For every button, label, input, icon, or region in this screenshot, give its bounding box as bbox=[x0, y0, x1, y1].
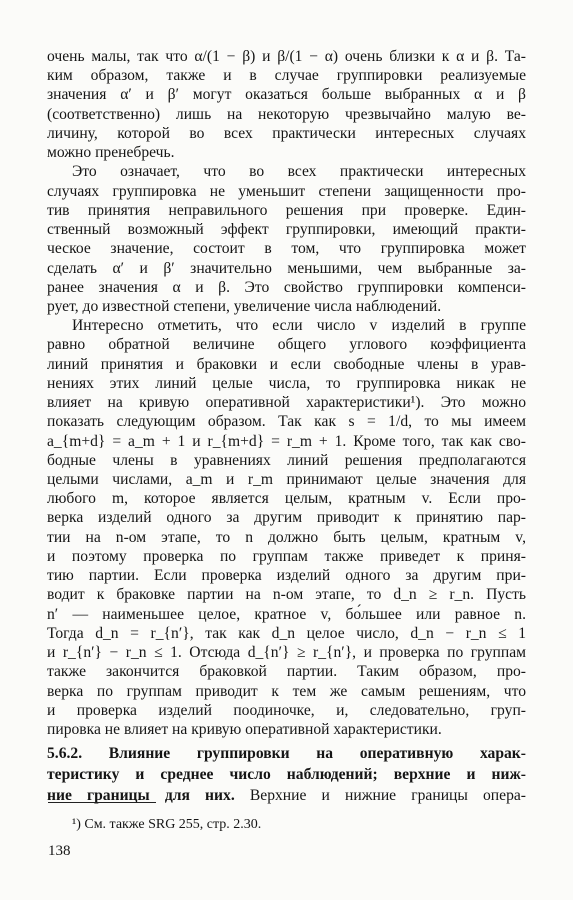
text-line: влияет на кривую оперативной характеристики¹). Это можно bbox=[47, 394, 526, 411]
section-body-text: Верхние и нижние границы опера- bbox=[249, 787, 526, 804]
text-line: любого m, которое является целым, кратным v. Если про- bbox=[47, 490, 526, 507]
footnote: ¹) См. также SRG 255, стр. 2.30. bbox=[72, 817, 262, 832]
text-line: тию партии. Если проверка изделий одного за другим при- bbox=[47, 567, 526, 584]
text-line: пировка не влияет на кривую оперативной характеристики. bbox=[47, 721, 442, 738]
text-line: нениях этих линий целые числа, то группировка никак не bbox=[47, 375, 526, 392]
text-line: равно обратной величине общего углового коэффициента bbox=[47, 336, 526, 353]
text-line: можно пренебречь. bbox=[47, 144, 175, 161]
footnote-separator bbox=[48, 802, 156, 803]
text-line: водит к браковке партии на n-ом этапе, то d_n ≥ r_n. Пусть bbox=[47, 586, 526, 603]
text-line: a_{m+d} = a_m + 1 и r_{m+d} = r_m + 1. Кроме того, так как сво- bbox=[47, 433, 526, 450]
text-line: значения α′ и β′ могут оказаться больше выбранных α и β bbox=[47, 86, 526, 103]
text-line: также закончится браковкой партии. Таким образом, про- bbox=[47, 663, 526, 680]
text-line: и r_{n′} − r_n ≤ 1. Отсюда d_{n′} ≥ r_{n′}, и проверка по группам bbox=[47, 644, 526, 661]
text-line: ким образом, также и в случае группировки реализуемые bbox=[47, 67, 526, 84]
text-line: верка изделий одного за другим приводит к принятию пар- bbox=[47, 509, 526, 526]
text-line: тив принятия неправильного решения при проверке. Един- bbox=[47, 202, 526, 219]
text-line: ранее значения α и β. Это свойство группировки компенси- bbox=[47, 279, 526, 296]
paragraph-first-line: Интересно отметить, что если число v изделий в группе bbox=[72, 317, 526, 334]
text-line: рует, до известной степени, увеличение числа наблюдений. bbox=[47, 298, 442, 315]
section-heading-text: ние границы для них. bbox=[47, 787, 235, 804]
text-line: и поэтому проверка по группам также приведет к приня- bbox=[47, 548, 526, 565]
text-line: сделать α′ и β′ значительно меньшими, чем выбранные за- bbox=[47, 260, 526, 277]
text-line: n′ — наименьшее целое, кратное v, бо́льшее или равное n. bbox=[47, 606, 526, 623]
text-line: верка по группам приводит к тем же самым решениям, что bbox=[47, 683, 526, 700]
section-heading-line: 5.6.2. Влияние группировки на оперативную харак- bbox=[47, 745, 526, 762]
section-heading-line bbox=[47, 786, 526, 806]
text-line: личину, которой во всех практически интересных случаях bbox=[47, 125, 526, 142]
text-line: показать следующим образом. Так как s = 1/d, то мы имеем bbox=[47, 413, 526, 430]
text-line: целыми числами, a_m и r_m принимают целые значения для bbox=[47, 471, 526, 488]
text-line: очень малы, так что α/(1 − β) и β/(1 − α) очень близки к α и β. Та- bbox=[47, 48, 526, 65]
text-line: линий принятия и браковки и если свободные члены в урав- bbox=[47, 356, 526, 373]
text-line: Тогда d_n = r_{n′}, так как d_n целое число, d_n − r_n ≤ 1 bbox=[47, 625, 526, 642]
paragraph-first-line: Это означает, что во всех практически интересных bbox=[72, 163, 526, 180]
section-heading-line: теристику и среднее число наблюдений; верхние и ниж- bbox=[47, 766, 526, 783]
text-line: тии на n-ом этапе, то n должно быть целым, кратным v, bbox=[47, 529, 526, 546]
text-line: и проверка изделий поодиночке, и, следовательно, груп- bbox=[47, 702, 526, 719]
text-line: ческое значение, состоит в том, что группировка может bbox=[47, 240, 526, 257]
text-line: случаях группировка не уменьшит степени защищенности про- bbox=[47, 183, 526, 200]
text-line: (соответственно) лишь на некоторую чрезвычайно малую ве- bbox=[47, 106, 526, 123]
text-line: ственный возможный эффект группировки, имеющий практи- bbox=[47, 221, 526, 238]
text-line: бодные члены в уравнениях линий решения предполагаются bbox=[47, 452, 526, 469]
page-number: 138 bbox=[48, 843, 71, 859]
